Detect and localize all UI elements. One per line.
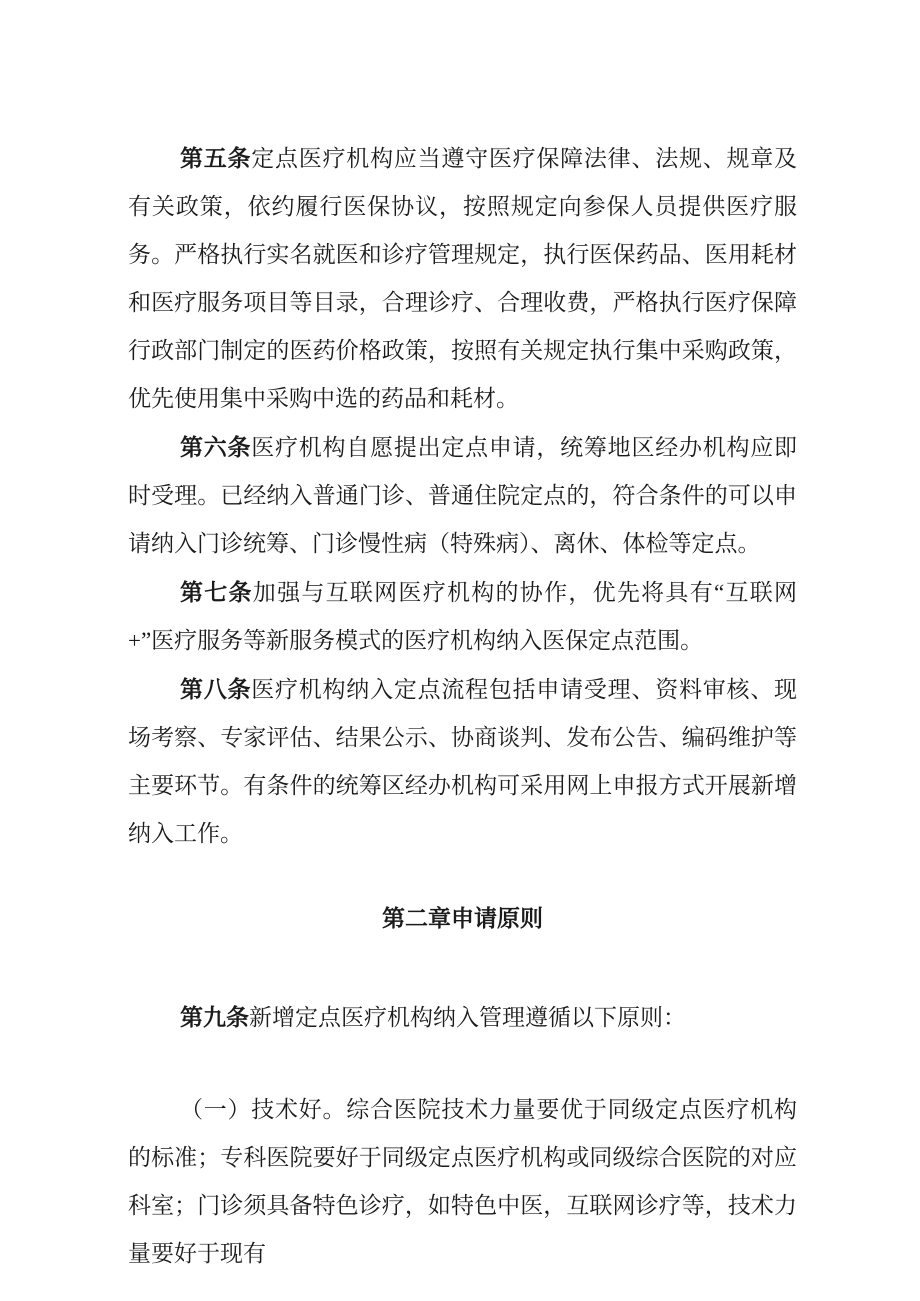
article-9-text: 新增定点医疗机构纳入管理遵循以下原则： bbox=[248, 1005, 686, 1030]
paragraph-article-7 bbox=[128, 568, 797, 665]
paragraph-article-6 bbox=[128, 423, 797, 568]
chapter-heading: 第二章申请原则 bbox=[382, 905, 543, 931]
paragraph-article-5 bbox=[128, 134, 797, 423]
article-6-text: 医疗机构自愿提出定点申请，统筹地区经办机构应即时受理。已经纳入普通门诊、普通住院定点的，符合条件的可以申请纳入门诊统筹、门诊慢性病（特殊病）、离休、体检等定点。 bbox=[128, 435, 798, 556]
article-7-text: 加强与互联网医疗机构的协作，优先将具有“互联网+”医疗服务等新服务模式的医疗机构纳入医保定点范围。 bbox=[128, 580, 798, 653]
article-5-label: 第五条 bbox=[179, 145, 252, 171]
article-8-text: 医疗机构纳入定点流程包括申请受理、资料审核、现场考察、专家评估、结果公示、协商谈判、发布公告、编码维护等主要环节。有条件的统筹区经办机构可采用网上申报方式开展新增纳入工作。 bbox=[128, 677, 798, 846]
paragraph-item-1: （一）技术好。综合医院技术力量要优于同级定点医疗机构的标准；专科医院要好于同级定点医疗机构或同级综合医院的对应科室；门诊须具备特色诊疗，如特色中医，互联网诊疗等，技术力量要好于现有 bbox=[128, 1097, 797, 1266]
paragraph-article-8 bbox=[128, 665, 797, 858]
paragraph-article-9 bbox=[128, 993, 797, 1042]
article-8-label: 第八条 bbox=[179, 676, 252, 702]
article-9-label: 第九条 bbox=[179, 1004, 249, 1030]
article-5-text: 定点医疗机构应当遵守医疗保障法律、法规、规章及有关政策，依约履行医保协议，按照规定向参保人员提供医疗服务。严格执行实名就医和诊疗管理规定，执行医保药品、医用耗材和医疗服务项目等目录，合理诊疗、合理收费，严格执行医疗保障行政部门制定的医药价格政策，按照有关规定执行集中采购政策，优先使用集中采购中选的药品和耗材。 bbox=[128, 146, 798, 411]
article-6-label: 第六条 bbox=[179, 434, 252, 460]
article-7-label: 第七条 bbox=[179, 579, 253, 605]
